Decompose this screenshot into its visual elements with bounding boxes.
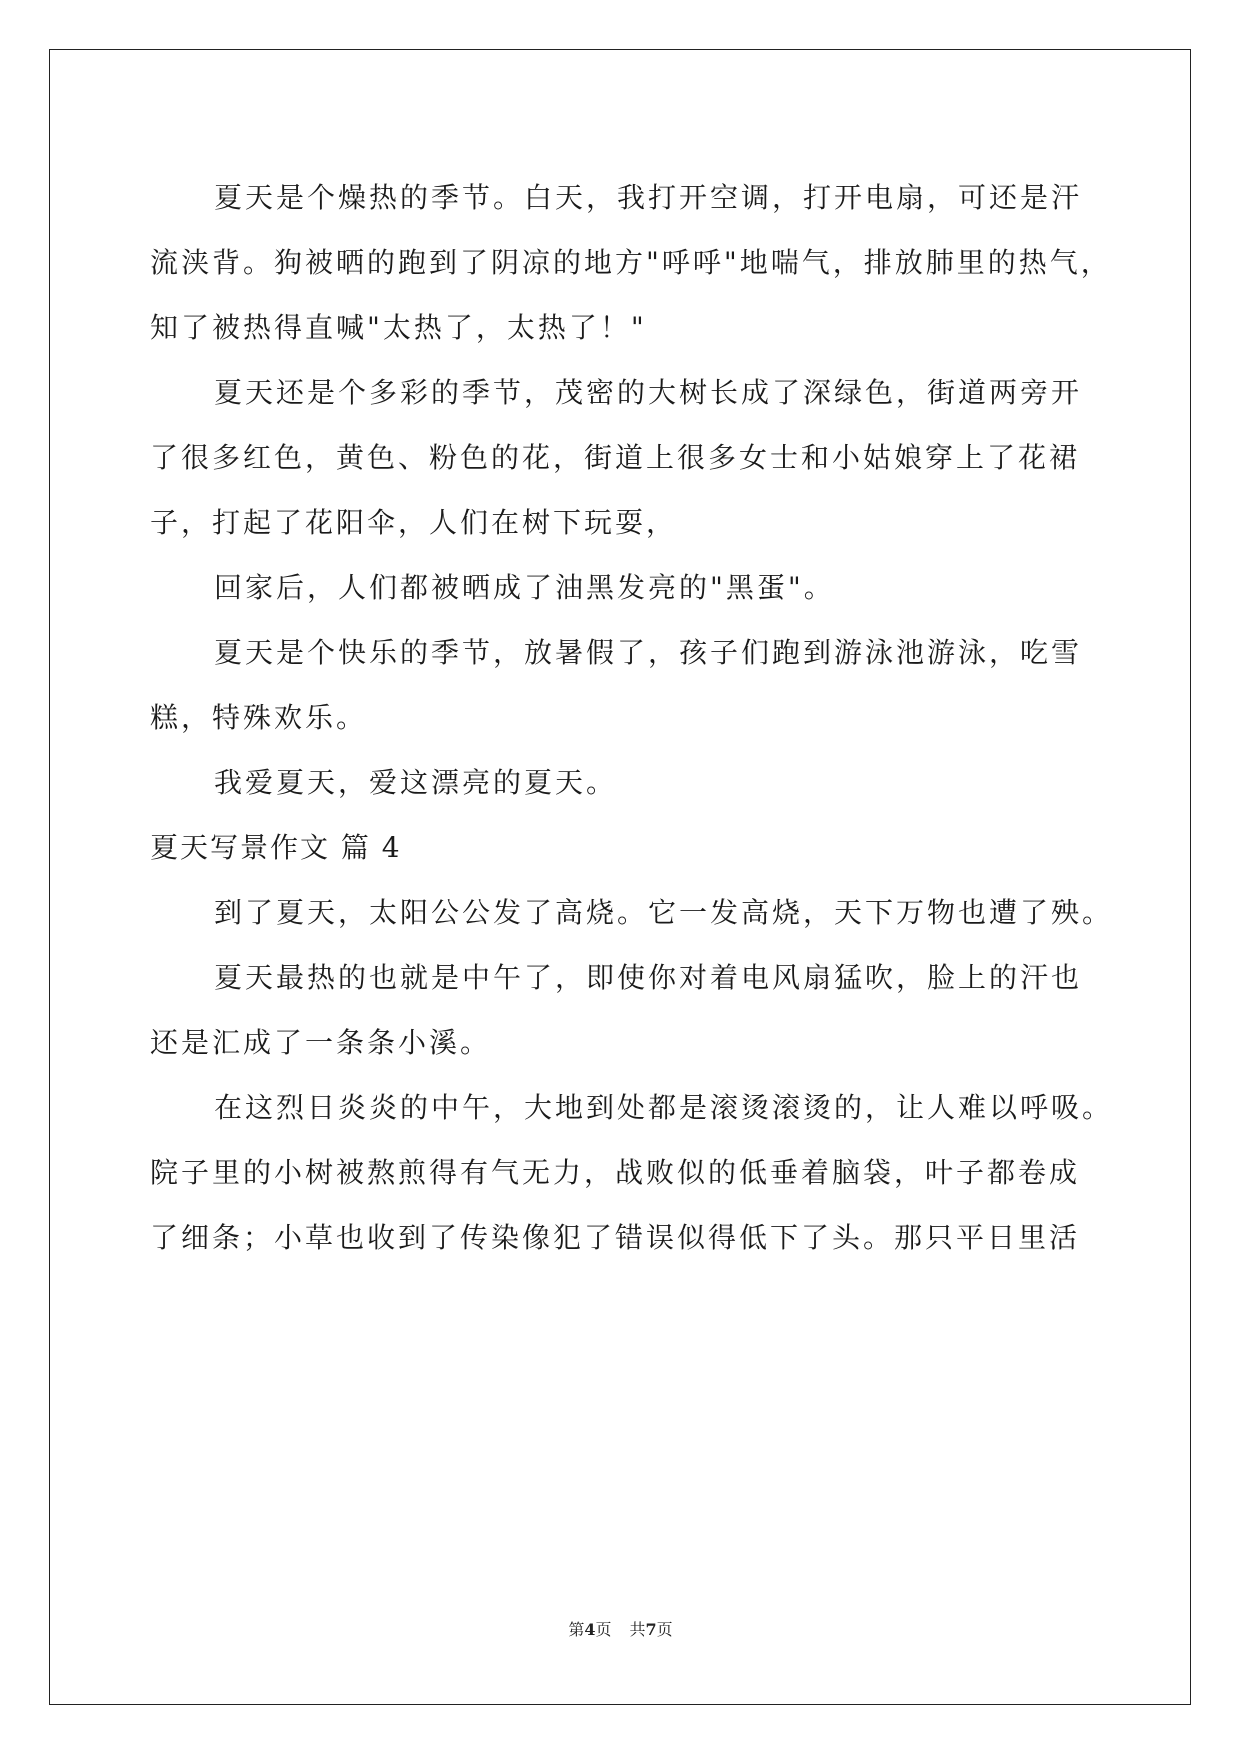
text-line: 回家后，人们都被晒成了油黑发亮的"黑蛋"。 bbox=[214, 571, 835, 604]
text-line: 到了夏天，太阳公公发了高烧。它一发高烧，天下万物也遭了殃。 bbox=[214, 896, 1114, 929]
text-line: 糕，特殊欢乐。 bbox=[150, 701, 368, 734]
text-line: 夏天是个快乐的季节，放暑假了，孩子们跑到游泳池游泳，吃雪 bbox=[214, 636, 1083, 669]
page-suffix: 页 bbox=[595, 1620, 612, 1639]
text-line: 流浃背。狗被晒的跑到了阴凉的地方"呼呼"地喘气，排放肺里的热气， bbox=[150, 246, 1112, 279]
text-line: 了很多红色，黄色、粉色的花，街道上很多女士和小姑娘穿上了花裙 bbox=[150, 441, 1081, 474]
section-heading: 夏天写景作文 篇 4 bbox=[150, 831, 402, 864]
current-page-number: 4 bbox=[584, 1620, 596, 1639]
text-line: 院子里的小树被熬煎得有气无力，战败似的低垂着脑袋，叶子都卷成 bbox=[150, 1156, 1081, 1189]
page-prefix: 第 bbox=[568, 1620, 585, 1639]
text-line: 知了被热得直喊"太热了，太热了！" bbox=[150, 311, 647, 344]
total-suffix: 页 bbox=[656, 1620, 673, 1639]
text-line: 夏天是个燥热的季节。白天，我打开空调，打开电扇，可还是汗 bbox=[214, 181, 1083, 214]
text-line: 子，打起了花阳伞，人们在树下玩耍， bbox=[150, 506, 678, 539]
text-line: 还是汇成了一条条小溪。 bbox=[150, 1026, 492, 1059]
text-line: 夏天最热的也就是中午了，即使你对着电风扇猛吹，脸上的汗也 bbox=[214, 961, 1083, 994]
total-prefix: 共 bbox=[629, 1620, 646, 1639]
text-line: 我爱夏天，爱这漂亮的夏天。 bbox=[214, 766, 618, 799]
text-line: 了细条；小草也收到了传染像犯了错误似得低下了头。那只平日里活 bbox=[150, 1221, 1081, 1254]
total-pages-number: 7 bbox=[645, 1620, 657, 1639]
text-line: 在这烈日炎炎的中午，大地到处都是滚烫滚烫的，让人难以呼吸。 bbox=[214, 1091, 1114, 1124]
page-footer bbox=[0, 1620, 1241, 1640]
document-body bbox=[150, 165, 1114, 1270]
text-line: 夏天还是个多彩的季节，茂密的大树长成了深绿色，街道两旁开 bbox=[214, 376, 1083, 409]
